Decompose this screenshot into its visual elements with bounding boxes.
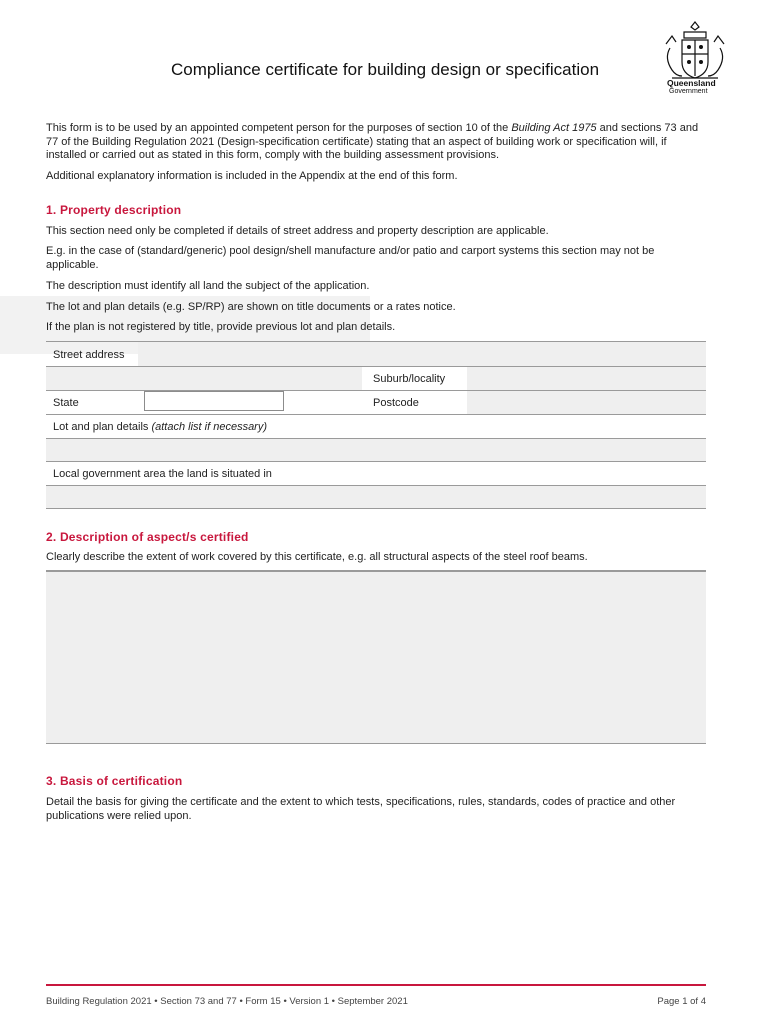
lga-field[interactable] bbox=[46, 485, 706, 509]
lga-label: Local government area the land is situated in bbox=[53, 468, 272, 480]
postcode-label: Postcode bbox=[373, 397, 419, 409]
section-1-text-5: If the plan is not registered by title, provide previous lot and plan details. bbox=[46, 321, 396, 333]
intro-paragraph: This form is to be used by an appointed competent person for the purposes of section 10 of the Building Act 1975 and sections 73 and 77 of the Building Regulation 2021 (Design-specification certificate) stating that an aspect of building work or specification will, if installed or carried out as stated in this form, comply with the building assessment provisions. bbox=[46, 122, 699, 161]
state-input[interactable] bbox=[144, 391, 284, 411]
section-1-text-4: The lot and plan details (e.g. SP/RP) are shown on title documents or a rates notice. bbox=[46, 301, 456, 313]
state-label: State bbox=[53, 397, 79, 409]
suburb-label: Suburb/locality bbox=[373, 373, 446, 385]
logo-wordmark: Queensland bbox=[667, 78, 716, 88]
street-address-field-line-2[interactable] bbox=[46, 367, 362, 391]
street-address-label: Street address bbox=[53, 349, 125, 361]
postcode-field[interactable] bbox=[467, 391, 706, 415]
footer-page-number: Page 1 of 4 bbox=[657, 996, 706, 1007]
section-3-text: Detail the basis for giving the certificate and the extent to which tests, specifications, rules, standards, codes of practice and other publications were relied upon. bbox=[46, 796, 676, 822]
section-2-text: Clearly describe the extent of work covered by this certificate, e.g. all structural aspects of the steel roof beams. bbox=[46, 551, 588, 563]
intro-appendix-note: Additional explanatory information is included in the Appendix at the end of this form. bbox=[46, 170, 458, 182]
suburb-row bbox=[46, 366, 706, 391]
page-title: Compliance certificate for building design or specification bbox=[170, 60, 600, 79]
suburb-field[interactable] bbox=[467, 367, 706, 391]
section-1-heading: 1. Property description bbox=[46, 203, 182, 217]
section-3-heading: 3. Basis of certification bbox=[46, 774, 183, 788]
section-1-text-2: E.g. in the case of (standard/generic) pool design/shell manufacture and/or patio and carport systems this section may not be applicable. bbox=[46, 245, 655, 271]
lot-plan-field[interactable] bbox=[46, 438, 706, 461]
logo-subtitle: Government bbox=[669, 88, 708, 95]
section-1-text-1: This section need only be completed if details of street address and property description are applicable. bbox=[46, 225, 549, 237]
footer-divider bbox=[46, 984, 706, 986]
footer-form-reference: Building Regulation 2021 • Section 73 and 77 • Form 15 • Version 1 • September 2021 bbox=[46, 996, 408, 1007]
aspects-certified-textarea[interactable] bbox=[46, 570, 706, 744]
street-address-field[interactable] bbox=[138, 342, 706, 366]
lot-plan-label-row bbox=[46, 414, 706, 439]
lga-label-row bbox=[46, 461, 706, 486]
section-2-heading: 2. Description of aspect/s certified bbox=[46, 530, 249, 544]
street-address-row bbox=[46, 341, 706, 366]
lot-plan-label: Lot and plan details (attach list if necessary) bbox=[53, 421, 268, 433]
section-1-text-3: The description must identify all land the subject of the application. bbox=[46, 280, 370, 292]
